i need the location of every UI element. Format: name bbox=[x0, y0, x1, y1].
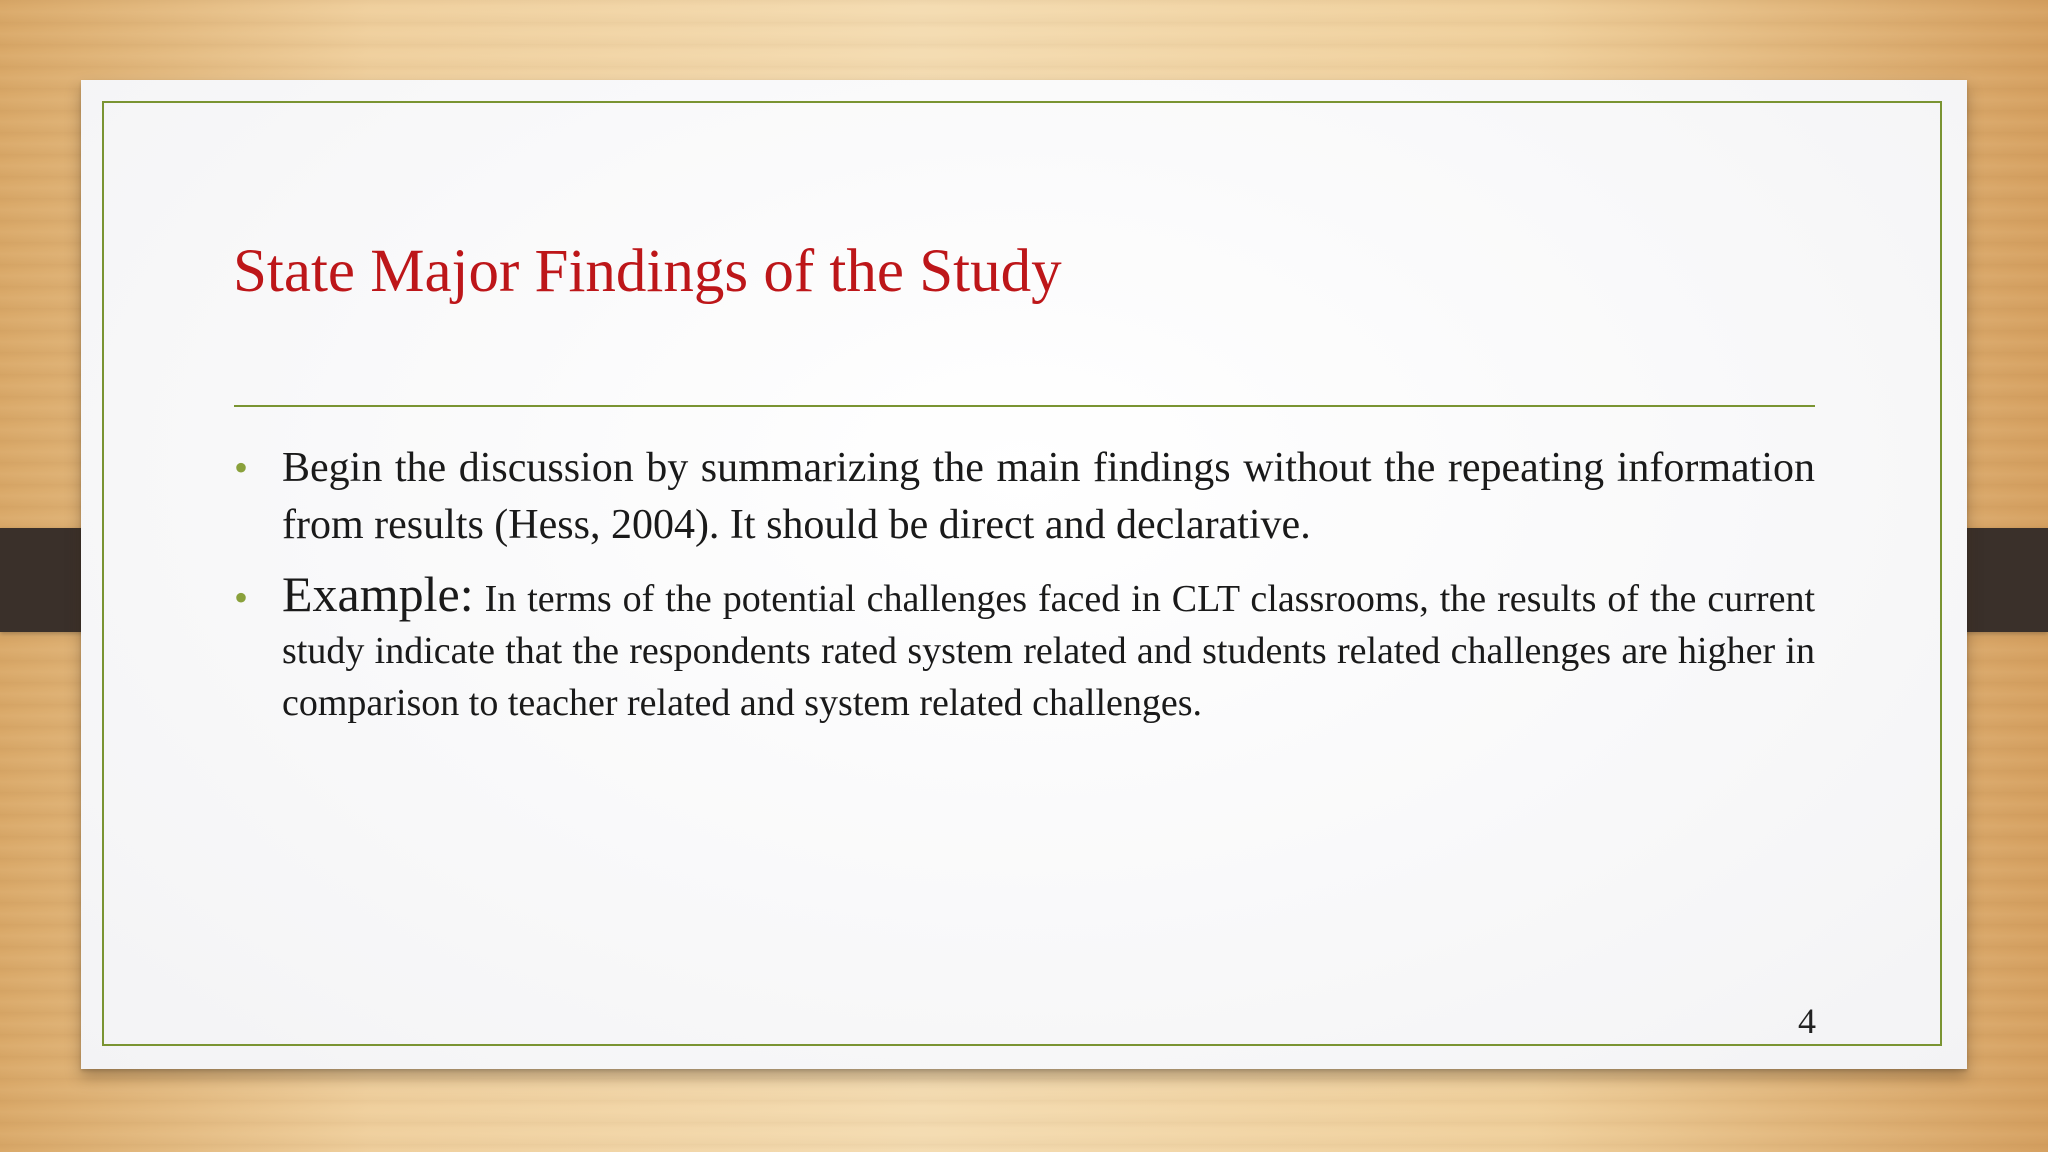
example-label: Example: bbox=[282, 566, 474, 622]
bullet-dot-icon: • bbox=[234, 575, 249, 620]
bullet-item bbox=[234, 440, 1815, 554]
bullet-item bbox=[234, 568, 1815, 729]
bullet-text: In terms of the potential challenges faced in CLT classrooms, the results of the current study indicate that the respondents rated system related and students related challenges are higher in comparison to teacher related and system related challenges. bbox=[282, 578, 1816, 724]
bullet-dot-icon: • bbox=[234, 445, 249, 490]
bullet-text: Begin the discussion by summarizing the main findings without the repeating information from results (Hess, 2004). It should be direct and declarative. bbox=[282, 445, 1815, 548]
slide-page-number: 4 bbox=[1798, 1001, 1816, 1041]
bullet-list bbox=[234, 440, 1815, 743]
title-divider bbox=[234, 405, 1815, 407]
slide-title: State Major Findings of the Study bbox=[233, 238, 1062, 305]
